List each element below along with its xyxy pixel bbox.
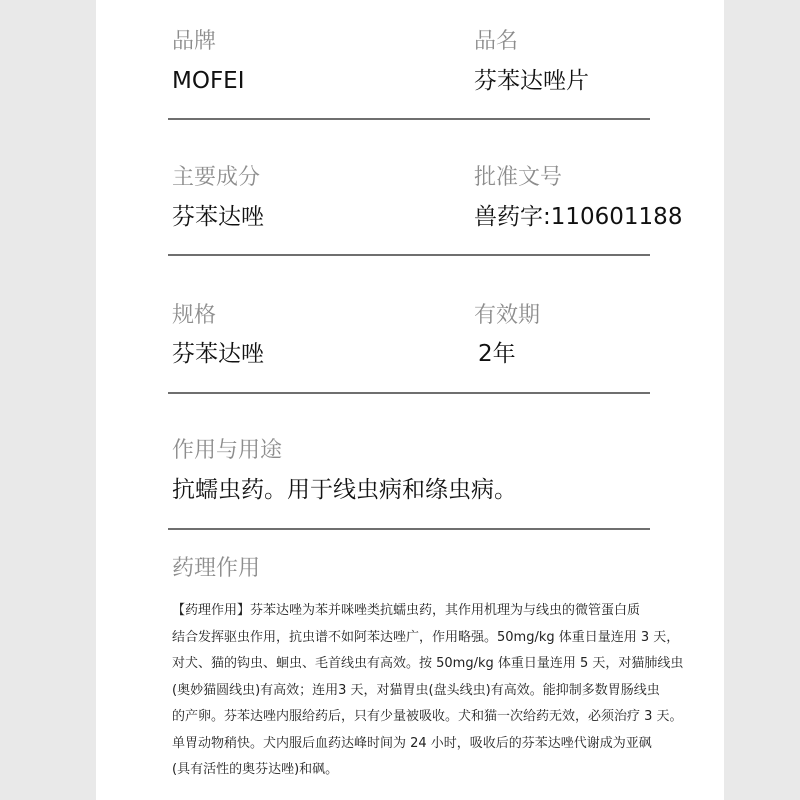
pharmacology-line: 【药理作用】芬苯达唑为苯并咪唑类抗蠕虫药，其作用机理为与线虫的微管蛋白质 [172,603,641,618]
pharmacology-text [172,598,692,784]
usage-label: 作用与用途 [172,438,283,463]
specification-label: 规格 [172,303,217,328]
divider [168,254,650,256]
divider [168,528,650,530]
usage-value: 抗蠕虫药。用于线虫病和绦虫病。 [172,477,517,503]
divider [168,118,650,120]
main-ingredient-label: 主要成分 [172,165,261,190]
pharmacology-line: 的产卵。芬苯达唑内服给药后，只有少量被吸收。犬和猫一次给药无效，必须治疗 3 天。 [172,709,683,724]
shelf-life-label: 有效期 [474,303,541,328]
specification-value: 芬苯达唑 [172,341,264,367]
pharmacology-line: 单胃动物稍快。犬内服后血药达峰时间为 24 小时，吸收后的芬苯达唑代谢成为亚砜 [172,735,652,751]
divider [168,392,650,394]
product-name-value: 芬苯达唑片 [474,68,589,94]
pharmacology-line: (奥妙猫圆线虫)有高效；连用3 天，对猫胃虫(盘头线虫)有高效。能抑制多数胃肠线虫 [172,682,660,698]
pharmacology-line: 对犬、猫的钩虫、蛔虫、毛首线虫有高效。按 50mg/kg 体重日量连用 5 天，对猫肺线虫 [172,656,684,671]
pharmacology-line: 结合发挥驱虫作用，抗虫谱不如阿苯达唑广，作用略强。50mg/kg 体重日量连用 3 天， [172,629,680,645]
product-name-label: 品名 [474,29,519,54]
approval-number-label: 批准文号 [474,165,563,190]
approval-number-value: 兽药字:110601188 [474,204,683,230]
pharmacology-label: 药理作用 [172,556,261,581]
pharmacology-line: (具有活性的奥芬达唑)和砜。 [172,762,339,777]
brand-value: MOFEI [172,68,245,94]
main-ingredient-value: 芬苯达唑 [172,204,264,230]
brand-label: 品牌 [172,29,217,54]
shelf-life-value: 2年 [478,341,516,367]
